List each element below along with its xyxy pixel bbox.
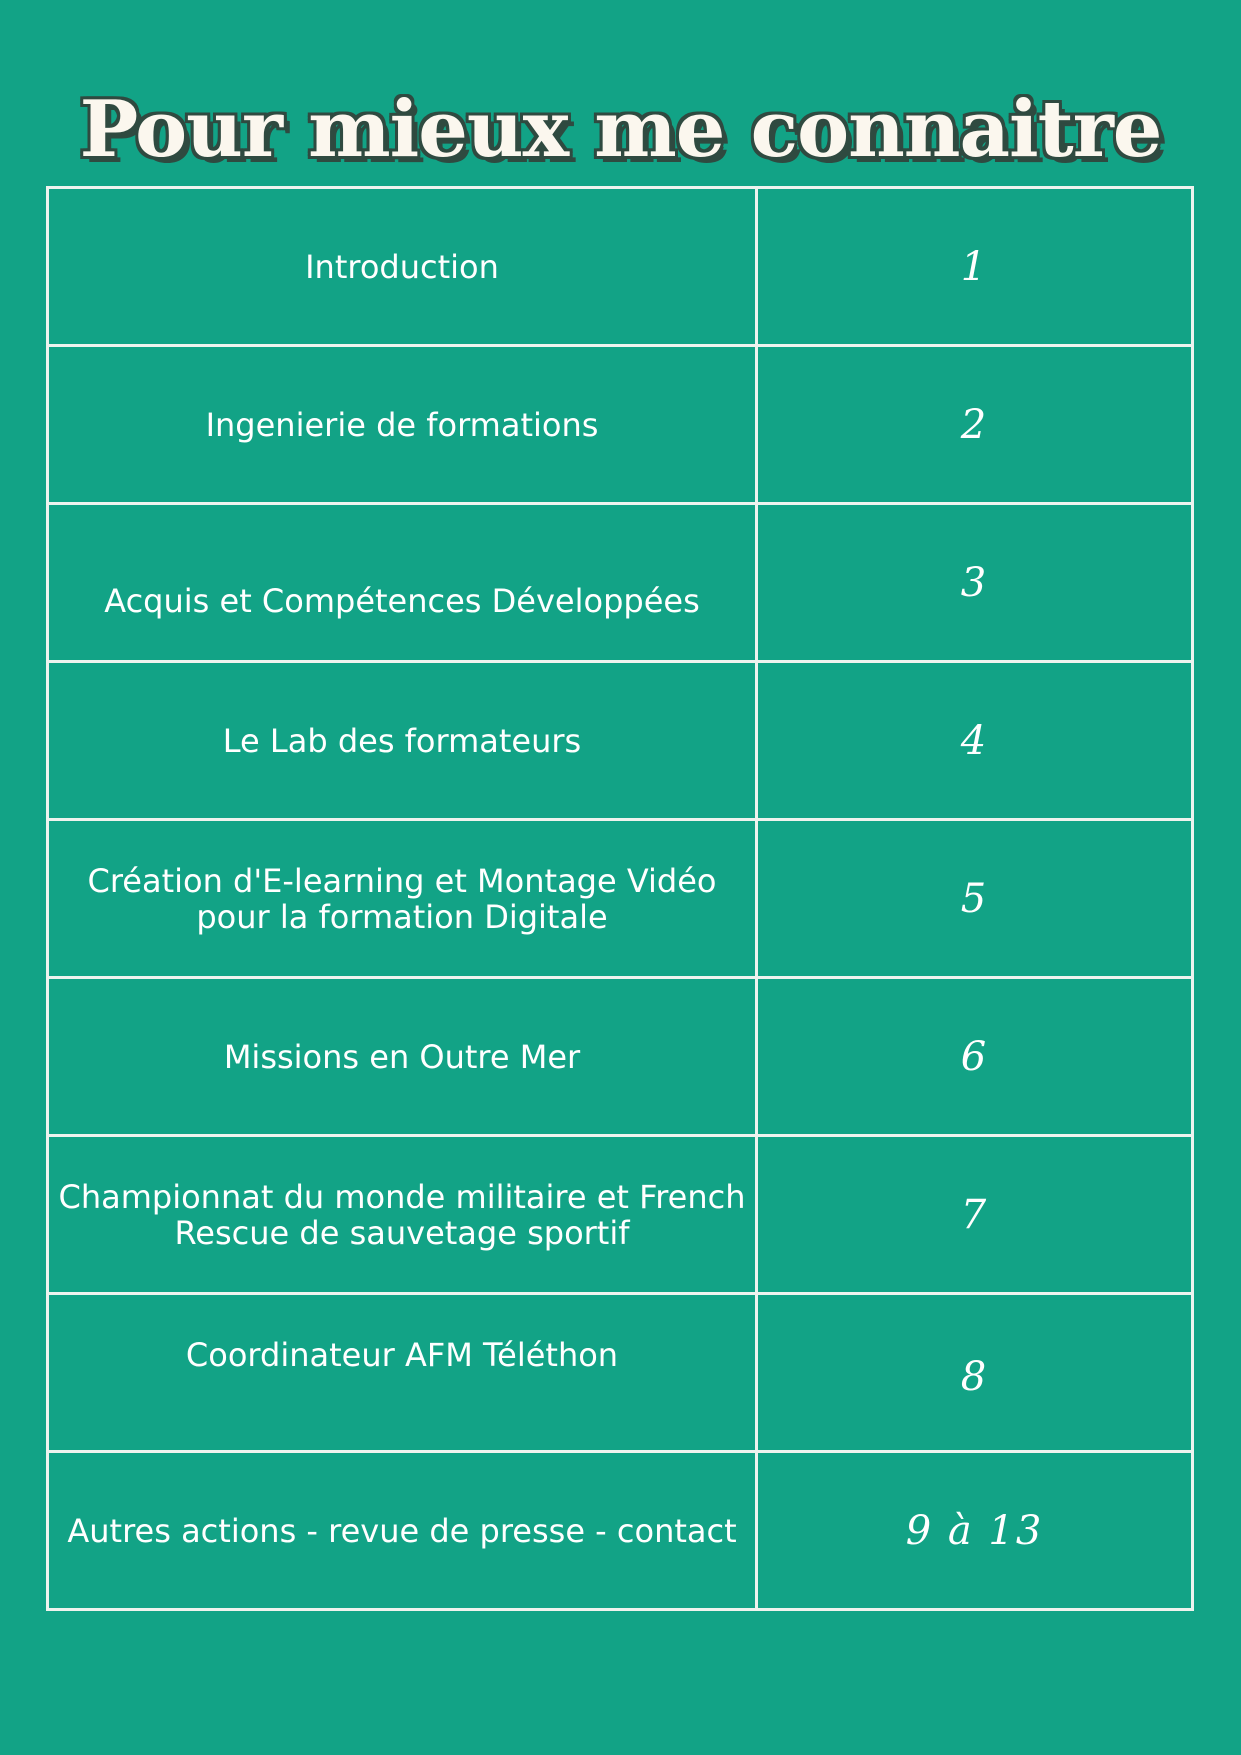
- toc-label: Championnat du monde militaire et French Rescue de sauvetage sportif: [58, 1177, 746, 1252]
- toc-page-number: 6: [960, 1033, 989, 1080]
- toc-page-cell: [757, 662, 1193, 820]
- toc-page-number: 4: [960, 717, 989, 764]
- toc-page-number: 7: [960, 1191, 989, 1238]
- toc-label-cell: [48, 978, 757, 1136]
- toc-page-number: 1: [960, 243, 989, 290]
- toc-row: [48, 1294, 1193, 1452]
- toc-page-cell: [757, 346, 1193, 504]
- toc-label: Autres actions - revue de presse - contact: [67, 1511, 737, 1550]
- toc-label: Le Lab des formateurs: [222, 721, 582, 760]
- toc-label-cell: [48, 1136, 757, 1294]
- table-of-contents: [46, 186, 1194, 1611]
- toc-label-cell: [48, 662, 757, 820]
- toc-page-number: 3: [960, 559, 989, 606]
- toc-page-cell: [757, 1294, 1193, 1452]
- toc-label: Acquis et Compétences Développées: [104, 581, 700, 620]
- toc-page-number: 8: [960, 1353, 989, 1400]
- toc-label: Création d'E-learning et Montage Vidéo pour la formation Digitale: [87, 861, 717, 936]
- toc-label-cell: [48, 346, 757, 504]
- toc-label-cell: [48, 820, 757, 978]
- toc-page-cell: [757, 1452, 1193, 1610]
- page-title: Pour mieux me connaitre: [79, 84, 1162, 176]
- toc-page-cell: [757, 978, 1193, 1136]
- toc-row: [48, 978, 1193, 1136]
- toc-page-cell: [757, 504, 1193, 662]
- toc-row: [48, 1452, 1193, 1610]
- toc-label-cell: [48, 1294, 757, 1452]
- toc-label-cell: [48, 188, 757, 346]
- toc-label-cell: [48, 1452, 757, 1610]
- toc-row: [48, 346, 1193, 504]
- toc-page-number: 5: [960, 875, 989, 922]
- toc-page-number: 9 à 13: [905, 1507, 1044, 1554]
- toc-page-cell: [757, 1136, 1193, 1294]
- toc-row: [48, 188, 1193, 346]
- toc-row: [48, 1136, 1193, 1294]
- toc-page-cell: [757, 820, 1193, 978]
- toc-label-cell: [48, 504, 757, 662]
- toc-row: [48, 662, 1193, 820]
- toc-label: Missions en Outre Mer: [223, 1037, 581, 1076]
- toc-page-cell: [757, 188, 1193, 346]
- toc-label: Introduction: [305, 247, 499, 286]
- toc-label: Coordinateur AFM Téléthon: [185, 1335, 619, 1374]
- toc-page-number: 2: [960, 401, 989, 448]
- toc-row: [48, 820, 1193, 978]
- toc-row: [48, 504, 1193, 662]
- toc-label: Ingenierie de formations: [205, 405, 599, 444]
